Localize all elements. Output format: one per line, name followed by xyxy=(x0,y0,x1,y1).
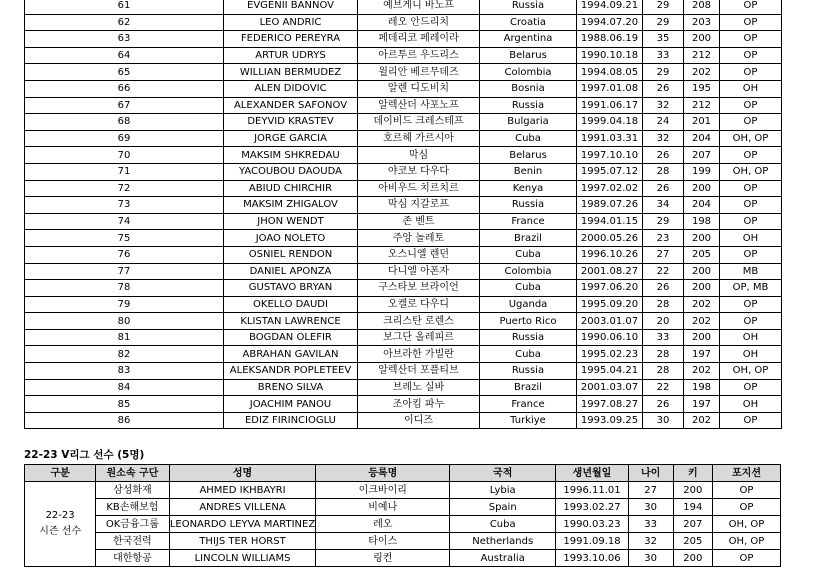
height-cell: 200 xyxy=(684,263,720,280)
height-cell: 200 xyxy=(673,550,712,567)
position-cell: OH, OP xyxy=(720,363,782,380)
height-cell: 198 xyxy=(684,213,720,230)
height-cell: 203 xyxy=(684,14,720,31)
korean-name-cell: 보그단 올레피르 xyxy=(358,329,480,346)
age-cell: 24 xyxy=(643,114,684,131)
player-name-cell: MAKSIM SHKREDAU xyxy=(224,147,358,164)
height-cell: 202 xyxy=(684,296,720,313)
birth-date-cell: 1994.09.21 xyxy=(577,0,643,14)
table-row xyxy=(25,0,782,14)
row-number-cell: 76 xyxy=(25,246,224,263)
position-cell: OP, MB xyxy=(720,280,782,297)
row-number-cell: 73 xyxy=(25,197,224,214)
position-cell: OH, OP xyxy=(720,130,782,147)
table-row xyxy=(25,379,782,396)
row-number-cell: 86 xyxy=(25,412,224,429)
height-cell: 204 xyxy=(684,197,720,214)
age-cell: 28 xyxy=(643,296,684,313)
row-number-cell: 72 xyxy=(25,180,224,197)
height-cell: 212 xyxy=(684,97,720,114)
position-cell: OP xyxy=(720,213,782,230)
birth-date-cell: 1990.10.18 xyxy=(577,47,643,64)
korean-name-cell: 오스니엘 렌던 xyxy=(358,246,480,263)
table-row xyxy=(25,64,782,81)
korean-name-cell: 아브라한 가빌란 xyxy=(358,346,480,363)
birth-date-cell: 1991.06.17 xyxy=(577,97,643,114)
position-cell: OP xyxy=(720,97,782,114)
nationality-cell: Cuba xyxy=(480,280,577,297)
birth-date-cell: 1989.07.26 xyxy=(577,197,643,214)
nationality-cell: Cuba xyxy=(480,246,577,263)
birth-date-cell: 1996.11.01 xyxy=(556,482,628,499)
position-cell: OP xyxy=(713,499,781,516)
nationality-cell: Cuba xyxy=(450,516,556,533)
table-row xyxy=(25,263,782,280)
korean-name-cell: 존 벤트 xyxy=(358,213,480,230)
nationality-cell: Lybia xyxy=(450,482,556,499)
korean-name-cell: 윌리안 베르무데즈 xyxy=(358,64,480,81)
age-cell: 33 xyxy=(643,329,684,346)
age-cell: 30 xyxy=(628,499,673,516)
height-cell: 198 xyxy=(684,379,720,396)
height-cell: 200 xyxy=(684,31,720,48)
group-label-cell: 22-23 시즌 선수 xyxy=(25,482,96,567)
column-header: 포지션 xyxy=(713,465,781,482)
korean-name-cell: 알렉산더 사포노프 xyxy=(358,97,480,114)
table-row xyxy=(25,213,782,230)
nationality-cell: Cuba xyxy=(480,346,577,363)
nationality-cell: Turkiye xyxy=(480,412,577,429)
height-cell: 202 xyxy=(684,313,720,330)
height-cell: 202 xyxy=(684,64,720,81)
position-cell: OP xyxy=(720,147,782,164)
row-number-cell: 70 xyxy=(25,147,224,164)
nationality-cell: Brazil xyxy=(480,379,577,396)
player-name-cell: MAKSIM ZHIGALOV xyxy=(224,197,358,214)
birth-date-cell: 1991.09.18 xyxy=(556,533,628,550)
korean-name-cell: 브레노 실바 xyxy=(358,379,480,396)
korean-name-cell: 오켈로 다우디 xyxy=(358,296,480,313)
birth-date-cell: 1995.09.20 xyxy=(577,296,643,313)
player-name-cell: OKELLO DAUDI xyxy=(224,296,358,313)
position-cell: OH xyxy=(720,80,782,97)
player-name-cell: ARTUR UDRYS xyxy=(224,47,358,64)
nationality-cell: Russia xyxy=(480,329,577,346)
nationality-cell: Bulgaria xyxy=(480,114,577,131)
height-cell: 208 xyxy=(684,0,720,14)
nationality-cell: Russia xyxy=(480,197,577,214)
birth-date-cell: 2000.05.26 xyxy=(577,230,643,247)
row-number-cell: 84 xyxy=(25,379,224,396)
birth-date-cell: 1995.02.23 xyxy=(577,346,643,363)
table-row xyxy=(25,329,782,346)
korean-name-cell: 크리스탄 로렌스 xyxy=(358,313,480,330)
registered-name-cell: 비예나 xyxy=(316,499,450,516)
nationality-cell: Australia xyxy=(450,550,556,567)
table-row xyxy=(25,363,782,380)
korean-name-cell: 막심 지갈로프 xyxy=(358,197,480,214)
player-name-cell: ABRAHAN GAVILAN xyxy=(224,346,358,363)
birth-date-cell: 1994.08.05 xyxy=(577,64,643,81)
row-number-cell: 68 xyxy=(25,114,224,131)
player-name-cell: BRENO SILVA xyxy=(224,379,358,396)
height-cell: 200 xyxy=(684,180,720,197)
position-cell: OP xyxy=(720,180,782,197)
age-cell: 29 xyxy=(643,0,684,14)
table-row xyxy=(25,197,782,214)
birth-date-cell: 1991.03.31 xyxy=(577,130,643,147)
age-cell: 27 xyxy=(628,482,673,499)
player-name-cell: ALEKSANDR POPLETEEV xyxy=(224,363,358,380)
position-cell: OH xyxy=(720,396,782,413)
height-cell: 200 xyxy=(684,280,720,297)
korean-name-cell: 이디즈 xyxy=(358,412,480,429)
birth-date-cell: 1997.01.08 xyxy=(577,80,643,97)
birth-date-cell: 1997.06.20 xyxy=(577,280,643,297)
row-number-cell: 65 xyxy=(25,64,224,81)
korean-name-cell: 호르헤 가르시아 xyxy=(358,130,480,147)
position-cell: OH, OP xyxy=(720,163,782,180)
player-name-cell: THIJS TER HORST xyxy=(169,533,316,550)
row-number-cell: 79 xyxy=(25,296,224,313)
column-header: 원소속 구단 xyxy=(96,465,169,482)
height-cell: 207 xyxy=(673,516,712,533)
age-cell: 32 xyxy=(643,130,684,147)
korean-name-cell: 예브게니 바노프 xyxy=(358,0,480,14)
row-number-cell: 74 xyxy=(25,213,224,230)
birth-date-cell: 1997.10.10 xyxy=(577,147,643,164)
nationality-cell: Colombia xyxy=(480,263,577,280)
korean-name-cell: 아비우드 치르치르 xyxy=(358,180,480,197)
age-cell: 29 xyxy=(643,14,684,31)
age-cell: 29 xyxy=(643,64,684,81)
age-cell: 20 xyxy=(643,313,684,330)
age-cell: 32 xyxy=(643,97,684,114)
player-name-cell: JOAO NOLETO xyxy=(224,230,358,247)
birth-date-cell: 1997.02.02 xyxy=(577,180,643,197)
nationality-cell: France xyxy=(480,396,577,413)
height-cell: 194 xyxy=(673,499,712,516)
korean-name-cell: 막심 xyxy=(358,147,480,164)
vleague-players-table-body xyxy=(25,482,781,567)
table-row xyxy=(25,533,781,550)
table-row xyxy=(25,47,782,64)
korean-name-cell: 알렌 디도비치 xyxy=(358,80,480,97)
row-number-cell: 61 xyxy=(25,0,224,14)
table-row xyxy=(25,230,782,247)
age-cell: 26 xyxy=(643,80,684,97)
table-row xyxy=(25,114,782,131)
position-cell: OP xyxy=(720,64,782,81)
position-cell: OP xyxy=(713,482,781,499)
position-cell: OP xyxy=(720,14,782,31)
table-row xyxy=(25,482,781,499)
player-name-cell: FEDERICO PEREYRA xyxy=(224,31,358,48)
height-cell: 205 xyxy=(684,246,720,263)
player-name-cell: JOACHIM PANOU xyxy=(224,396,358,413)
birth-date-cell: 2001.08.27 xyxy=(577,263,643,280)
player-name-cell: YACOUBOU DAOUDA xyxy=(224,163,358,180)
birth-date-cell: 1993.02.27 xyxy=(556,499,628,516)
player-name-cell: GUSTAVO BRYAN xyxy=(224,280,358,297)
age-cell: 29 xyxy=(643,213,684,230)
original-club-cell: 대한항공 xyxy=(96,550,169,567)
position-cell: MB xyxy=(720,263,782,280)
height-cell: 207 xyxy=(684,147,720,164)
player-name-cell: LINCOLN WILLIAMS xyxy=(169,550,316,567)
table-row xyxy=(25,163,782,180)
height-cell: 197 xyxy=(684,396,720,413)
registered-name-cell: 레오 xyxy=(316,516,450,533)
age-cell: 27 xyxy=(643,246,684,263)
foreign-players-table-body xyxy=(25,0,782,429)
birth-date-cell: 1997.08.27 xyxy=(577,396,643,413)
row-number-cell: 77 xyxy=(25,263,224,280)
nationality-cell: Belarus xyxy=(480,147,577,164)
player-name-cell: ALEXANDER SAFONOV xyxy=(224,97,358,114)
row-number-cell: 69 xyxy=(25,130,224,147)
age-cell: 30 xyxy=(643,412,684,429)
age-cell: 22 xyxy=(643,379,684,396)
age-cell: 23 xyxy=(643,230,684,247)
player-name-cell: BOGDAN OLEFIR xyxy=(224,329,358,346)
table-row xyxy=(25,97,782,114)
age-cell: 35 xyxy=(643,31,684,48)
table-row xyxy=(25,412,782,429)
nationality-cell: Benin xyxy=(480,163,577,180)
column-header: 생년월일 xyxy=(556,465,628,482)
table-row xyxy=(25,14,782,31)
birth-date-cell: 1993.09.25 xyxy=(577,412,643,429)
player-name-cell: DANIEL APONZA xyxy=(224,263,358,280)
player-name-cell: EDIZ FIRINCIOGLU xyxy=(224,412,358,429)
korean-name-cell: 주앙 놀레토 xyxy=(358,230,480,247)
table-row xyxy=(25,147,782,164)
position-cell: OP xyxy=(713,550,781,567)
table-row xyxy=(25,499,781,516)
position-cell: OP xyxy=(720,379,782,396)
age-cell: 26 xyxy=(643,396,684,413)
row-number-cell: 75 xyxy=(25,230,224,247)
korean-name-cell: 레오 안드리치 xyxy=(358,14,480,31)
height-cell: 197 xyxy=(684,346,720,363)
column-header: 나이 xyxy=(628,465,673,482)
position-cell: OH, OP xyxy=(713,533,781,550)
nationality-cell: Russia xyxy=(480,97,577,114)
age-cell: 26 xyxy=(643,147,684,164)
birth-date-cell: 1994.01.15 xyxy=(577,213,643,230)
table-row xyxy=(25,313,782,330)
position-cell: OH xyxy=(720,230,782,247)
nationality-cell: Argentina xyxy=(480,31,577,48)
position-cell: OH xyxy=(720,346,782,363)
row-number-cell: 66 xyxy=(25,80,224,97)
birth-date-cell: 1988.06.19 xyxy=(577,31,643,48)
player-name-cell: EVGENII BANNOV xyxy=(224,0,358,14)
row-number-cell: 62 xyxy=(25,14,224,31)
player-name-cell: AHMED IKHBAYRI xyxy=(169,482,316,499)
korean-name-cell: 데이비드 크레스테프 xyxy=(358,114,480,131)
height-cell: 202 xyxy=(684,412,720,429)
registered-name-cell: 이크바이리 xyxy=(316,482,450,499)
birth-date-cell: 1996.10.26 xyxy=(577,246,643,263)
position-cell: OP xyxy=(720,313,782,330)
registered-name-cell: 타이스 xyxy=(316,533,450,550)
row-number-cell: 71 xyxy=(25,163,224,180)
age-cell: 33 xyxy=(628,516,673,533)
birth-date-cell: 1999.04.18 xyxy=(577,114,643,131)
player-name-cell: JORGE GARCIA xyxy=(224,130,358,147)
korean-name-cell: 알렉산더 포플티브 xyxy=(358,363,480,380)
height-cell: 204 xyxy=(684,130,720,147)
row-number-cell: 85 xyxy=(25,396,224,413)
table-row xyxy=(25,180,782,197)
nationality-cell: Colombia xyxy=(480,64,577,81)
column-header: 성명 xyxy=(169,465,316,482)
birth-date-cell: 1990.06.10 xyxy=(577,329,643,346)
player-name-cell: ABIUD CHIRCHIR xyxy=(224,180,358,197)
position-cell: OP xyxy=(720,47,782,64)
row-number-cell: 63 xyxy=(25,31,224,48)
age-cell: 28 xyxy=(643,346,684,363)
height-cell: 205 xyxy=(673,533,712,550)
position-cell: OP xyxy=(720,412,782,429)
birth-date-cell: 1990.03.23 xyxy=(556,516,628,533)
korean-name-cell: 아르투르 우드리스 xyxy=(358,47,480,64)
original-club-cell: 삼성화재 xyxy=(96,482,169,499)
birth-date-cell: 1994.07.20 xyxy=(577,14,643,31)
korean-name-cell: 조아킴 파누 xyxy=(358,396,480,413)
player-name-cell: DEYVID KRASTEV xyxy=(224,114,358,131)
nationality-cell: France xyxy=(480,213,577,230)
table-header-row xyxy=(25,465,781,482)
player-name-cell: LEO ANDRIC xyxy=(224,14,358,31)
player-name-cell: LEONARDO LEYVA MARTINEZ xyxy=(169,516,316,533)
section-title: 22-23 V리그 선수 (5명) xyxy=(24,449,145,461)
position-cell: OP xyxy=(720,114,782,131)
korean-name-cell: 페데리코 페레이라 xyxy=(358,31,480,48)
age-cell: 32 xyxy=(628,533,673,550)
position-cell: OP xyxy=(720,246,782,263)
column-header: 국적 xyxy=(450,465,556,482)
original-club-cell: 한국전력 xyxy=(96,533,169,550)
height-cell: 201 xyxy=(684,114,720,131)
row-number-cell: 67 xyxy=(25,97,224,114)
player-name-cell: OSNIEL RENDON xyxy=(224,246,358,263)
original-club-cell: OK금융그룹 xyxy=(96,516,169,533)
row-number-cell: 81 xyxy=(25,329,224,346)
table-row xyxy=(25,346,782,363)
nationality-cell: Puerto Rico xyxy=(480,313,577,330)
nationality-cell: Netherlands xyxy=(450,533,556,550)
position-cell: OP xyxy=(720,0,782,14)
age-cell: 34 xyxy=(643,197,684,214)
birth-date-cell: 2003.01.07 xyxy=(577,313,643,330)
height-cell: 199 xyxy=(684,163,720,180)
height-cell: 200 xyxy=(673,482,712,499)
table-row xyxy=(25,396,782,413)
nationality-cell: Kenya xyxy=(480,180,577,197)
table-row xyxy=(25,280,782,297)
registered-name-cell: 링컨 xyxy=(316,550,450,567)
nationality-cell: Uganda xyxy=(480,296,577,313)
player-name-cell: JHON WENDT xyxy=(224,213,358,230)
nationality-cell: Belarus xyxy=(480,47,577,64)
row-number-cell: 80 xyxy=(25,313,224,330)
korean-name-cell: 야코보 다우다 xyxy=(358,163,480,180)
age-cell: 26 xyxy=(643,180,684,197)
table-row xyxy=(25,80,782,97)
birth-date-cell: 2001.03.07 xyxy=(577,379,643,396)
table-row xyxy=(25,550,781,567)
nationality-cell: Cuba xyxy=(480,130,577,147)
nationality-cell: Bosnia xyxy=(480,80,577,97)
row-number-cell: 83 xyxy=(25,363,224,380)
birth-date-cell: 1995.04.21 xyxy=(577,363,643,380)
korean-name-cell: 다니엘 아폰자 xyxy=(358,263,480,280)
height-cell: 195 xyxy=(684,80,720,97)
nationality-cell: Spain xyxy=(450,499,556,516)
birth-date-cell: 1995.07.12 xyxy=(577,163,643,180)
nationality-cell: Russia xyxy=(480,363,577,380)
height-cell: 200 xyxy=(684,230,720,247)
age-cell: 33 xyxy=(643,47,684,64)
position-cell: OP xyxy=(720,296,782,313)
column-header: 구분 xyxy=(25,465,96,482)
vleague-players-table xyxy=(24,464,781,567)
nationality-cell: Brazil xyxy=(480,230,577,247)
table-row xyxy=(25,296,782,313)
nationality-cell: Croatia xyxy=(480,14,577,31)
column-header: 등록명 xyxy=(316,465,450,482)
age-cell: 30 xyxy=(628,550,673,567)
player-name-cell: ALEN DIDOVIC xyxy=(224,80,358,97)
age-cell: 28 xyxy=(643,163,684,180)
row-number-cell: 82 xyxy=(25,346,224,363)
table-row xyxy=(25,246,782,263)
position-cell: OH xyxy=(720,329,782,346)
height-cell: 212 xyxy=(684,47,720,64)
height-cell: 202 xyxy=(684,363,720,380)
age-cell: 28 xyxy=(643,363,684,380)
nationality-cell: Russia xyxy=(480,0,577,14)
table-row xyxy=(25,130,782,147)
age-cell: 22 xyxy=(643,263,684,280)
row-number-cell: 78 xyxy=(25,280,224,297)
table-row xyxy=(25,516,781,533)
table-row xyxy=(25,31,782,48)
birth-date-cell: 1993.10.06 xyxy=(556,550,628,567)
position-cell: OP xyxy=(720,31,782,48)
player-name-cell: KLISTAN LAWRENCE xyxy=(224,313,358,330)
column-header: 키 xyxy=(673,465,712,482)
row-number-cell: 64 xyxy=(25,47,224,64)
original-club-cell: KB손해보험 xyxy=(96,499,169,516)
height-cell: 200 xyxy=(684,329,720,346)
player-name-cell: WILLIAN BERMUDEZ xyxy=(224,64,358,81)
position-cell: OH, OP xyxy=(713,516,781,533)
age-cell: 26 xyxy=(643,280,684,297)
korean-name-cell: 구스타보 브라이언 xyxy=(358,280,480,297)
position-cell: OP xyxy=(720,197,782,214)
foreign-players-table xyxy=(24,0,782,429)
player-name-cell: ANDRES VILLENA xyxy=(169,499,316,516)
